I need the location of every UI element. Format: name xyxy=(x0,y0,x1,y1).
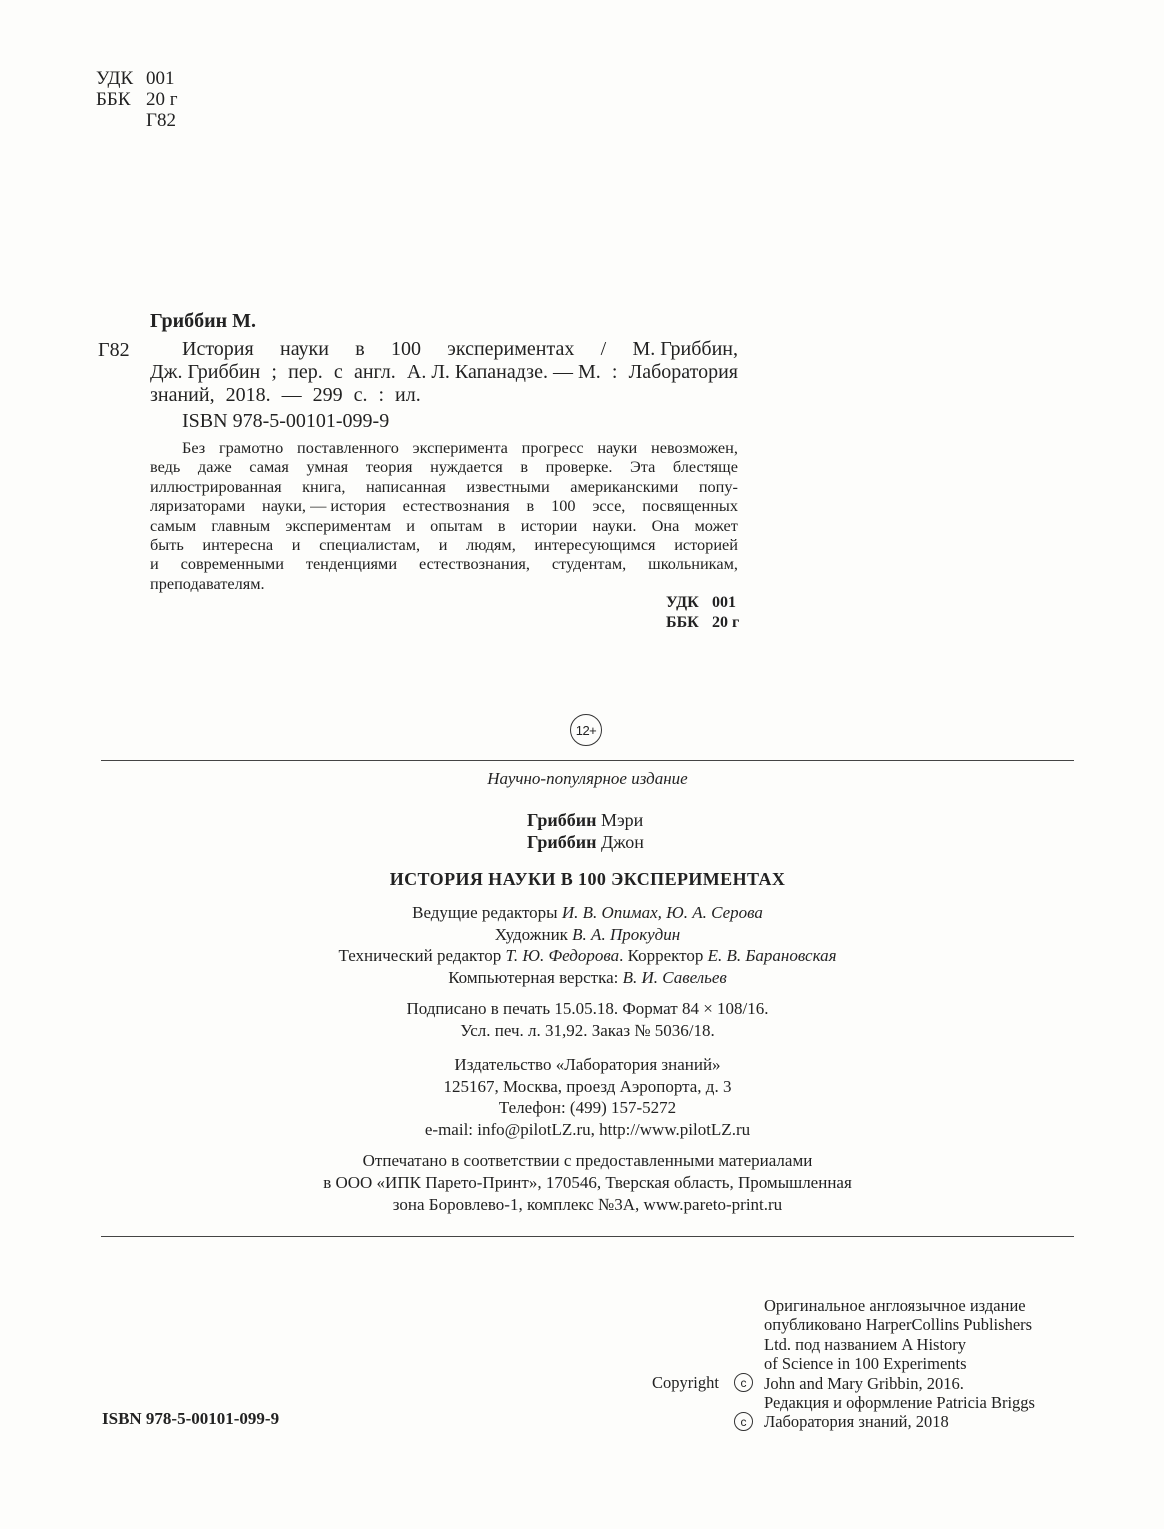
credits-lead-editors xyxy=(101,902,1074,924)
annotation-word: и xyxy=(291,535,301,555)
annotation-word: написанная xyxy=(365,476,446,496)
original-note-line: of Science in 100 Experiments xyxy=(764,1354,967,1374)
credit-value: И. В. Опимах, Ю. А. Серова xyxy=(561,903,763,922)
divider-top xyxy=(101,760,1074,761)
annotation-word: современными xyxy=(180,554,284,574)
annotation-word: школьникам, xyxy=(648,554,738,574)
card-udk-label: УДК xyxy=(666,594,699,611)
bbk-label: ББК xyxy=(96,89,131,110)
bib-word: М. Гриббин, xyxy=(632,338,738,360)
author-name: Мэри xyxy=(600,810,644,830)
annotation-word: книга, xyxy=(302,476,346,496)
annotation-word: Эта xyxy=(630,457,656,477)
original-note-line: Оригинальное англоязычное издание xyxy=(764,1296,1026,1315)
annotation-word: поставленного xyxy=(297,438,399,457)
annotation-word: студентам, xyxy=(551,554,627,574)
edition-genre: Научно-популярное издание xyxy=(487,769,688,788)
bib-word: 2018. — 299 с. xyxy=(225,384,368,406)
annotation-word: историей xyxy=(674,535,738,555)
bottom-isbn: ISBN 978-5-00101-099-9 xyxy=(102,1409,280,1428)
printer-line: зона Боровлево-1, комплекс №3А, www.pareto-print.ru xyxy=(392,1195,783,1214)
original-note-line: Редакция и оформление Patricia Briggs xyxy=(764,1393,1035,1413)
annotation-word: американскими xyxy=(570,476,679,496)
bib-word: англ. xyxy=(353,361,396,383)
annotation-word: посвященных xyxy=(642,496,738,516)
credit-label: Ведущие редакторы xyxy=(412,903,558,922)
annotation-word: людям, xyxy=(466,535,516,555)
annotation-word: тенденциями xyxy=(305,554,398,574)
bib-word: 100 xyxy=(390,338,421,360)
udk-row xyxy=(96,68,178,89)
annotation-line xyxy=(150,574,738,593)
imprint-author xyxy=(527,831,644,853)
annotation-word: ведь xyxy=(150,457,181,477)
annotation-word: в xyxy=(497,515,506,535)
annotation-word: преподавателям. xyxy=(150,573,265,593)
annotation-word: эссе, xyxy=(592,496,626,516)
annotation-word: и xyxy=(438,535,448,555)
annotation-word: нуждается xyxy=(430,457,503,477)
original-edition-note xyxy=(764,1296,1035,1432)
annotation xyxy=(150,438,738,593)
bib-word: : xyxy=(378,384,385,406)
annotation-word: в xyxy=(520,457,529,477)
card-bbk-label: ББК xyxy=(666,614,699,631)
original-note-line: John and Mary Gribbin, 2016. xyxy=(764,1373,964,1393)
annotation-word: в xyxy=(526,496,535,516)
annotation-word: специалистам, xyxy=(319,535,421,555)
publisher-info xyxy=(101,1054,1074,1140)
credit-label: Художник xyxy=(494,924,568,944)
bib-word: науки xyxy=(279,338,329,360)
bib-word: экспериментах xyxy=(447,338,575,360)
original-note-line: Ltd. под названием A History xyxy=(764,1334,967,1354)
annotation-word: экспериментам xyxy=(285,515,392,535)
annotation-word: блестяще xyxy=(672,457,738,477)
annotation-word: интересующимся xyxy=(534,535,656,555)
bib-word: ; xyxy=(271,361,277,383)
bib-word: знаний, xyxy=(150,384,215,406)
annotation-word: науки xyxy=(597,438,638,457)
divider-bottom xyxy=(101,1236,1074,1237)
bib-word: пер. xyxy=(288,361,323,383)
bib-word: Лаборатория xyxy=(628,361,738,383)
credit-label: Корректор xyxy=(627,946,704,965)
annotation-word: интересна xyxy=(202,535,274,555)
copyright-label: Copyright xyxy=(652,1373,719,1392)
udk-value: 001 xyxy=(146,68,175,89)
copyright-icon: c xyxy=(734,1373,753,1392)
annotation-word: науки, — история xyxy=(262,496,386,516)
annotation-word: эксперимента xyxy=(412,438,508,457)
annotation-word: науки. xyxy=(592,515,637,535)
annotation-word: Она xyxy=(651,515,680,535)
print-info xyxy=(101,998,1074,1041)
annotation-line xyxy=(150,477,738,496)
author-name: Джон xyxy=(600,832,644,852)
credit-label: Компьютерная верстка: xyxy=(448,967,619,987)
publisher-line: 125167, Москва, проезд Аэропорта, д. 3 xyxy=(443,1076,732,1096)
annotation-word: известными xyxy=(466,476,550,496)
bib-word: ил. xyxy=(395,384,421,406)
imprint-author xyxy=(527,809,644,831)
annotation-line xyxy=(150,516,738,535)
card-udk-value: 001 xyxy=(712,594,736,611)
printer-line: Отпечатано в соответствии с предоставленными материалами xyxy=(362,1151,813,1170)
annotation-word: и xyxy=(406,515,415,535)
original-note-line: Лаборатория знаний, 2018 xyxy=(764,1412,949,1432)
author-mark-row xyxy=(96,110,178,131)
bib-line-3 xyxy=(150,384,738,407)
annotation-word: самая xyxy=(249,457,289,477)
annotation-word: естествознания xyxy=(402,496,510,516)
print-info-line: Усл. печ. л. 31,92. Заказ № 5036/18. xyxy=(460,1020,715,1040)
book-title: ИСТОРИЯ НАУКИ В 100 ЭКСПЕРИМЕНТАХ xyxy=(389,869,786,889)
annotation-word: естествознания, xyxy=(418,554,530,574)
printer-info xyxy=(101,1150,1074,1216)
publisher-line: Телефон: (499) 157-5272 xyxy=(498,1098,677,1117)
bbk-value: 20 г xyxy=(146,89,178,110)
annotation-word: умная xyxy=(306,457,349,477)
annotation-word: иллюстрированная xyxy=(150,476,282,496)
annotation-word: ляризаторами xyxy=(150,496,246,516)
annotation-line xyxy=(150,554,738,573)
card-bbk-row xyxy=(666,613,739,633)
annotation-word: проверке. xyxy=(545,457,613,477)
annotation-word: грамотно xyxy=(218,438,284,457)
top-classification-codes xyxy=(96,68,178,131)
annotation-word: главным xyxy=(211,515,271,535)
publisher-line: e-mail: info@pilotLZ.ru, http://www.pilotLZ.ru xyxy=(424,1119,751,1139)
age-rating-badge: 12+ xyxy=(570,714,602,746)
card-classification-codes xyxy=(666,593,739,633)
credit-label: Технический редактор xyxy=(338,946,502,965)
publisher-line: Издательство «Лаборатория знаний» xyxy=(454,1055,721,1074)
author-surname: Гриббин xyxy=(527,832,597,852)
annotation-word: быть xyxy=(150,535,184,555)
copyright-icon: c xyxy=(734,1412,753,1431)
udk-label: УДК xyxy=(96,68,134,89)
card-author-heading: Гриббин М. xyxy=(150,310,257,332)
annotation-word: невозможен, xyxy=(651,438,738,457)
annotation-line xyxy=(150,457,738,476)
annotation-word: 100 xyxy=(551,496,576,516)
card-bbk-value: 20 г xyxy=(712,614,740,631)
annotation-word: и xyxy=(150,554,159,574)
annotation-line xyxy=(150,535,738,554)
bib-line-2 xyxy=(150,361,738,384)
credits-artist xyxy=(101,924,1074,946)
author-surname: Гриббин xyxy=(527,810,597,830)
annotation-word: Без xyxy=(182,438,206,457)
credit-value: В. И. Савельев xyxy=(622,967,727,987)
credits xyxy=(101,902,1074,988)
card-isbn: ISBN 978-5-00101-099-9 xyxy=(182,410,390,432)
bib-word: / xyxy=(600,338,607,360)
annotation-word: самым xyxy=(150,515,197,535)
annotation-word: может xyxy=(694,515,738,535)
credits-tech-editor: Технический редактор Т. Ю. Федорова. Корректор Е. В. Барановская xyxy=(338,946,837,965)
author-mark: Г82 xyxy=(146,110,176,131)
bbk-row xyxy=(96,89,178,110)
imprint-authors xyxy=(527,809,644,853)
credit-value: Е. В. Барановская xyxy=(707,946,837,965)
bib-word: А. Л. Капанадзе. — М. xyxy=(406,361,601,383)
bib-word: с xyxy=(333,361,343,383)
annotation-word: опытам xyxy=(430,515,483,535)
credits-layout xyxy=(101,967,1074,989)
annotation-word: истории xyxy=(520,515,578,535)
annotation-word: прогресс xyxy=(521,438,584,457)
credit-value: В. А. Прокудин xyxy=(572,924,681,944)
credit-value: Т. Ю. Федорова xyxy=(505,946,620,965)
card-udk-row xyxy=(666,593,739,613)
printer-line: в ООО «ИПК Парето-Принт», 170546, Тверская область, Промышленная xyxy=(323,1173,852,1192)
original-note-line: опубликовано HarperCollins Publishers xyxy=(764,1315,1033,1335)
annotation-word: даже xyxy=(197,457,232,477)
bib-word: в xyxy=(355,338,365,360)
print-info-line: Подписано в печать 15.05.18. Формат 84 × 108/16. xyxy=(406,999,769,1018)
annotation-word: теория xyxy=(365,457,413,477)
bib-word: : xyxy=(611,361,618,383)
bibliographic-description xyxy=(150,338,738,407)
annotation-line xyxy=(150,438,738,457)
card-author-mark: Г82 xyxy=(98,339,130,361)
bib-line-1 xyxy=(182,338,738,361)
bib-word: История xyxy=(182,338,254,360)
bib-word: Дж. Гриббин xyxy=(150,361,261,383)
annotation-word: попу- xyxy=(698,476,738,496)
annotation-line xyxy=(150,496,738,515)
